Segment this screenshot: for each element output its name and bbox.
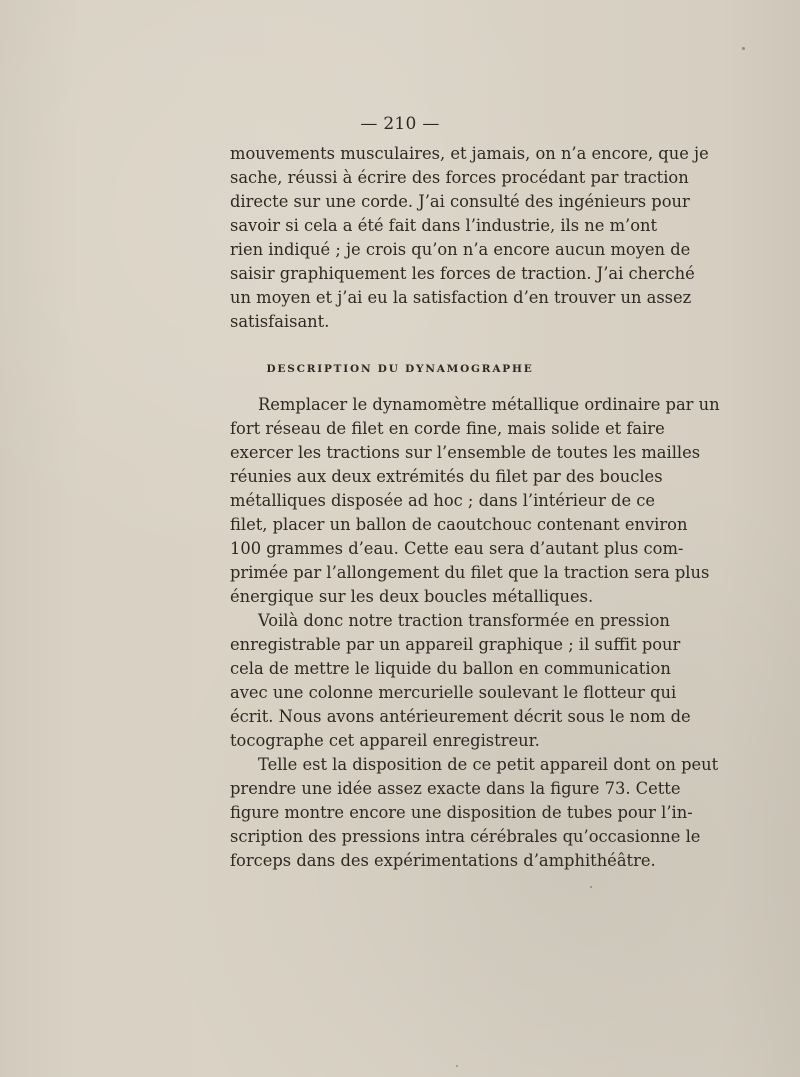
paragraph-line: rien indiqué ; je crois qu’on n’a encore aucun moyen de — [230, 240, 691, 259]
paragraph-line: écrit. Nous avons antérieurement décrit sous le nom de — [230, 707, 691, 726]
paragraph-line: prendre une idée assez exacte dans la figure 73. Cette — [230, 779, 681, 798]
paragraph-line: satisfaisant. — [230, 312, 330, 331]
page-number: — 210 — — [360, 114, 440, 134]
paragraph-description — [230, 393, 720, 609]
paragraph-line: filet, placer un ballon de caoutchouc contenant environ — [230, 515, 688, 534]
paragraph-line: un moyen et j’ai eu la satisfaction d’en trouver un assez — [230, 288, 692, 307]
paragraph-line: exercer les tractions sur l’ensemble de toutes les mailles — [230, 443, 701, 462]
paragraph-traction — [230, 609, 691, 753]
paragraph-line: mouvements musculaires, et jamais, on n’a encore, que je — [230, 144, 709, 163]
paragraph-line: figure montre encore une disposition de tubes pour l’in- — [230, 803, 693, 822]
paragraph-line: avec une colonne mercurielle soulevant le flotteur qui — [230, 683, 677, 702]
paper-speck — [456, 1065, 458, 1067]
section-body — [230, 393, 720, 873]
paragraph-line: primée par l’allongement du filet que la traction sera plus — [230, 563, 710, 582]
paper-speck — [742, 47, 745, 50]
paragraph-line: 100 grammes d’eau. Cette eau sera d’autant plus com- — [230, 539, 684, 558]
paragraph-line: scription des pressions intra cérébrales qu’occasionne le — [230, 827, 701, 846]
paragraph-line: forceps dans des expérimentations d’amphithéâtre. — [230, 851, 656, 870]
paragraph-line: réunies aux deux extrémités du filet par des boucles — [230, 467, 663, 486]
paragraph-line: énergique sur les deux boucles métalliques. — [230, 587, 594, 606]
paragraph-line: tocographe cet appareil enregistreur. — [230, 731, 540, 750]
paragraph-line: Voilà donc notre traction transformée en pression — [258, 611, 670, 630]
paragraph-line: fort réseau de filet en corde fine, mais solide et faire — [230, 419, 665, 438]
paragraph-line: directe sur une corde. J’ai consulté des ingénieurs pour — [230, 192, 690, 211]
paragraph-line: sache, réussi à écrire des forces procédant par traction — [230, 168, 689, 187]
paragraph-line: cela de mettre le liquide du ballon en communication — [230, 659, 671, 678]
paragraph-line: Telle est la disposition de ce petit appareil dont on peut — [258, 755, 719, 774]
paragraph-line: enregistrable par un appareil graphique ; il suffit pour — [230, 635, 681, 654]
section-heading: DESCRIPTION DU DYNAMOGRAPHE — [266, 363, 534, 375]
paragraph-opening — [230, 142, 709, 334]
paragraph-line: saisir graphiquement les forces de traction. J’ai cherché — [230, 264, 695, 283]
paragraph-figure-reference — [230, 753, 719, 873]
paragraph-line: savoir si cela a été fait dans l’industrie, ils ne m’ont — [230, 216, 658, 235]
paragraph-line: métalliques disposée ad hoc ; dans l’intérieur de ce — [230, 491, 656, 510]
paper-speck — [590, 886, 592, 888]
paragraph-line: Remplacer le dynamomètre métallique ordinaire par un — [258, 395, 720, 414]
